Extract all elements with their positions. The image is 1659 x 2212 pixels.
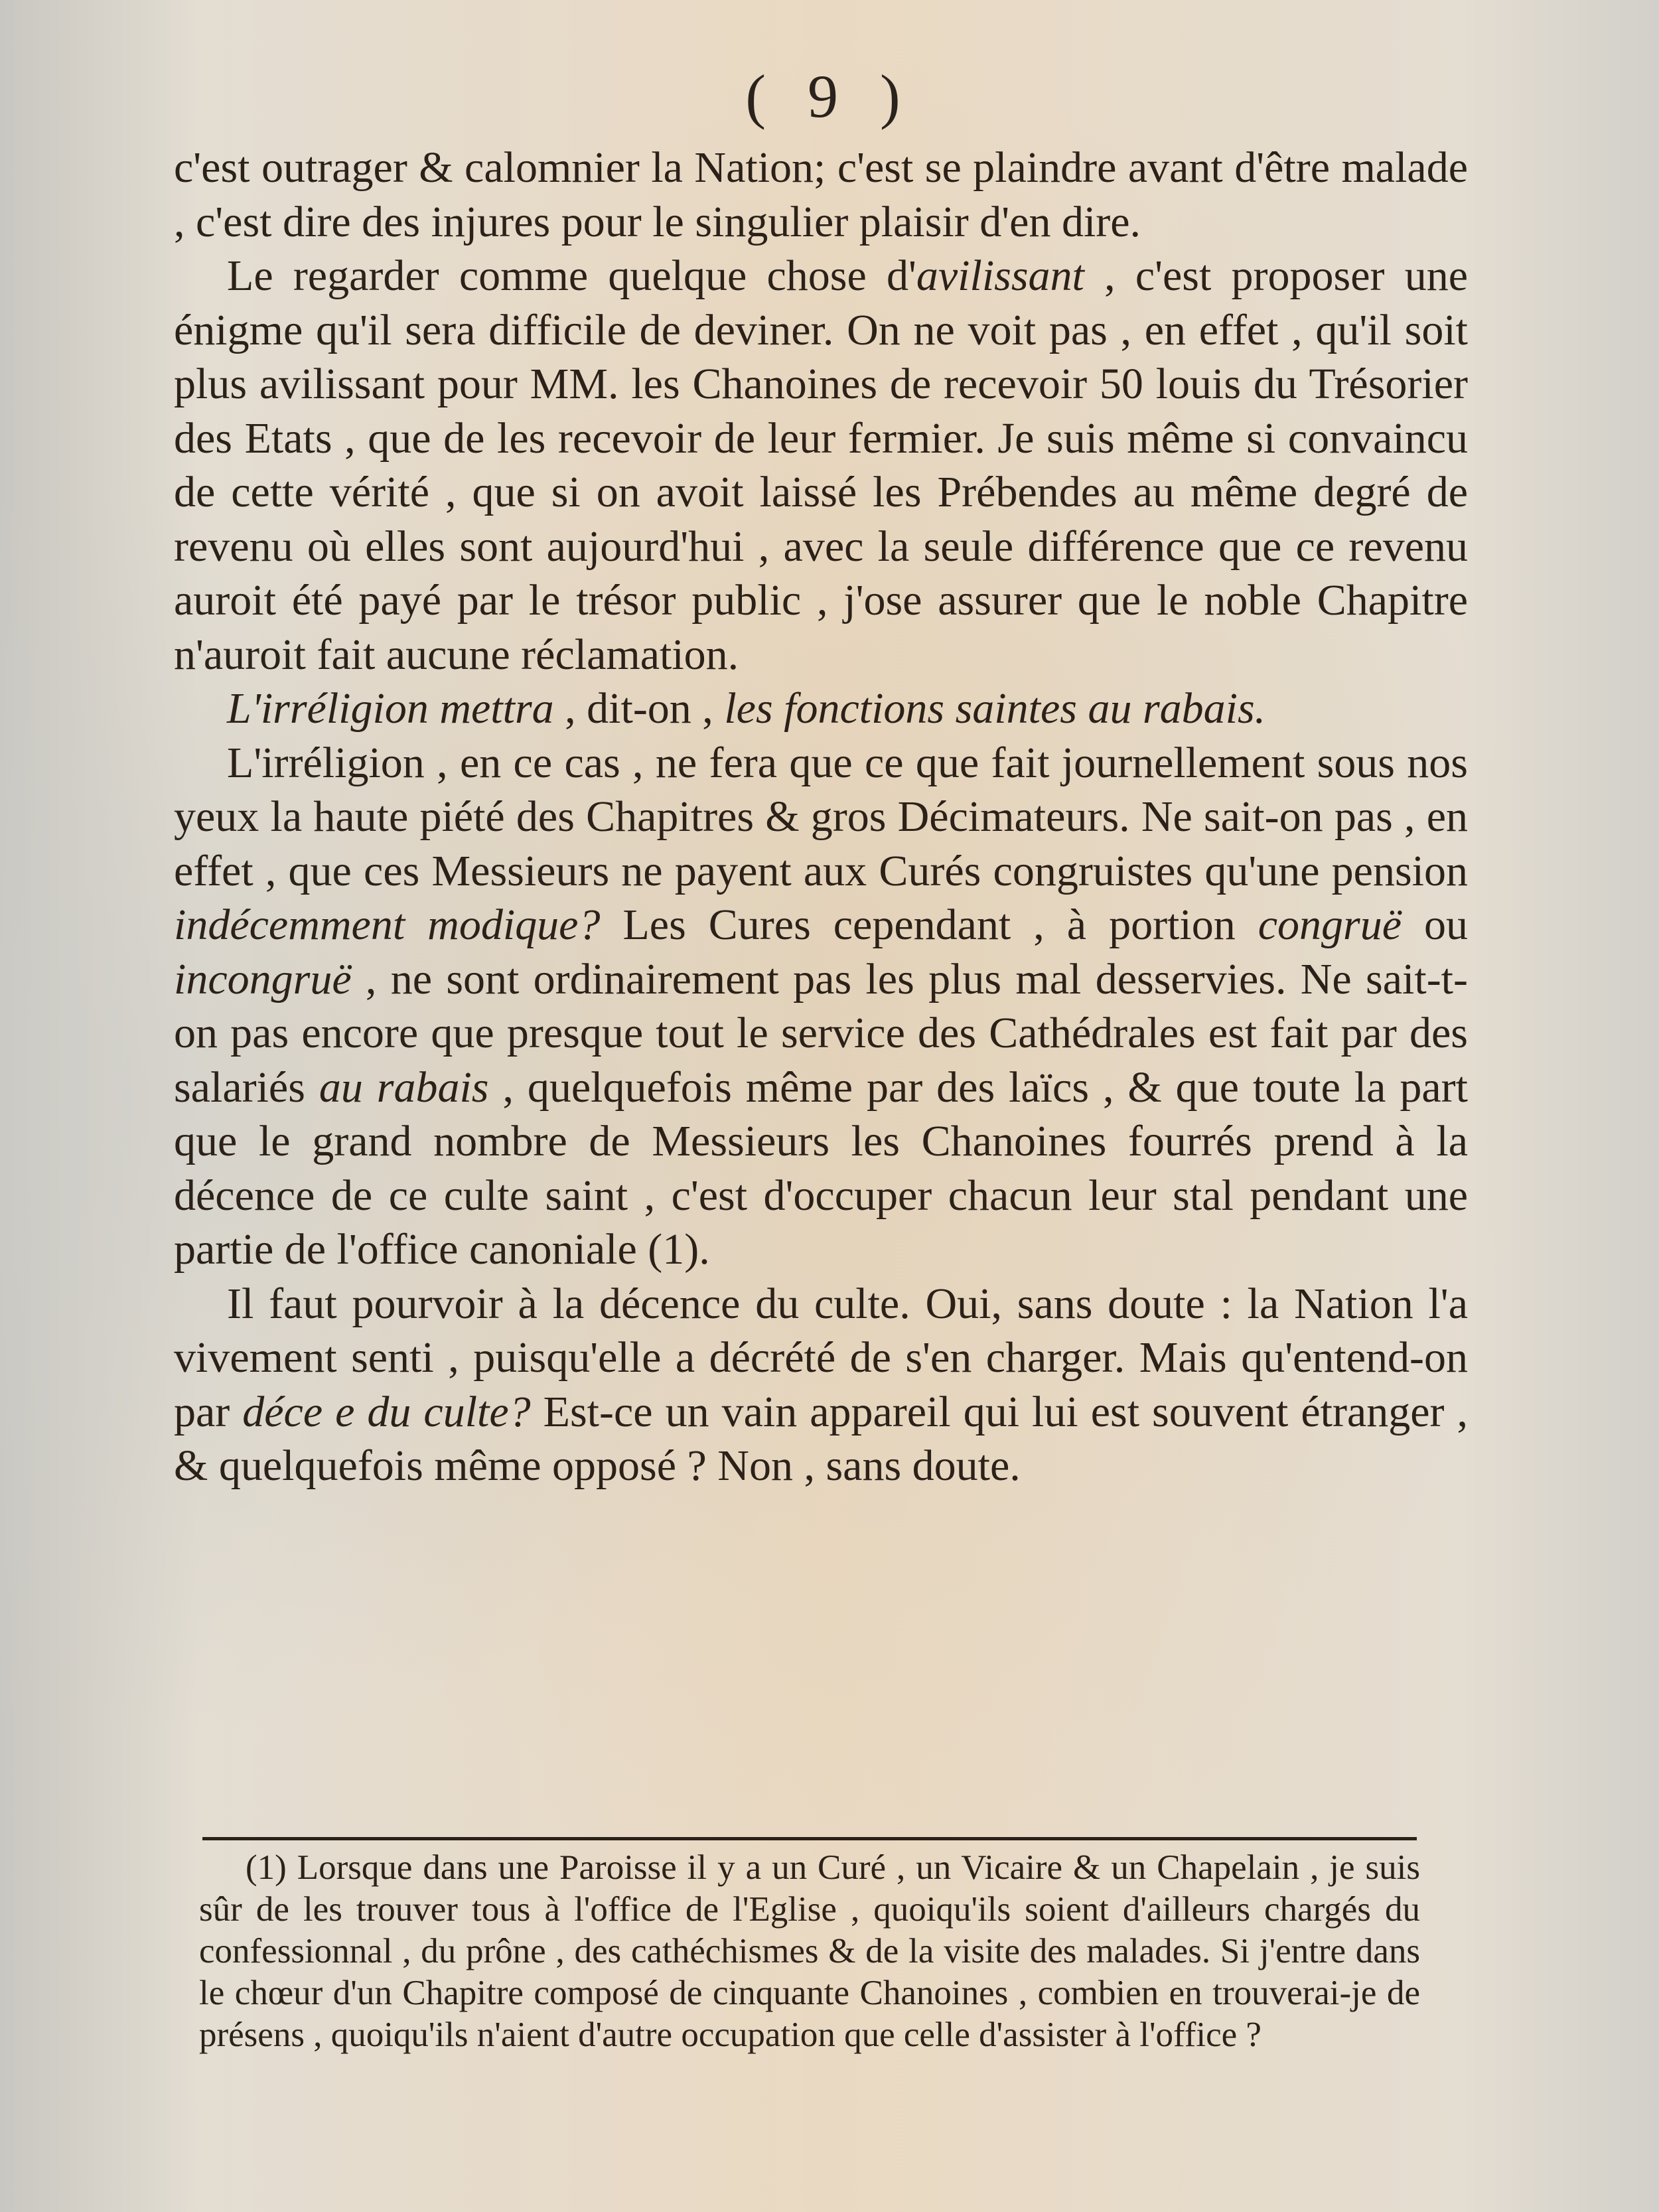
text-segment: , ne sont ordinairement pas les plus mal desservies. Ne sait-t-on pas encore que presque tout le service des Cathédrales est fait par des salariés (174, 954, 1468, 1112)
text-segment: Le regarder comme quelque chose d' (227, 252, 916, 300)
text-segment: , dit-on , (553, 684, 725, 733)
text-segment: c'est outrager & calomnier la Nation; c'est se plaindre avant d'être malade , c'est dire des injures pour le singulier plaisir d'en dire. (174, 143, 1468, 246)
text-segment: Il faut pourvoir à la décence du culte. Oui, sans doute : la Nation l'a vivement senti , puisqu'elle a décrété de s'en charger. Mais qu'entend-on par (174, 1279, 1468, 1436)
italic-text-segment: avilissant (916, 252, 1084, 300)
italic-text-segment: congruë (1258, 901, 1402, 949)
paragraph-4 (174, 736, 1468, 1277)
italic-text-segment: les fonctions saintes au rabais. (724, 684, 1266, 733)
main-text (174, 141, 1468, 1493)
text-segment: Est-ce un vain appareil qui lui est souvent étranger , & quelquefois même opposé ? Non , sans doute. (174, 1387, 1468, 1490)
text-segment: , quelquefois même par des laïcs , & que toute la part que le grand nombre de Messieurs les Chanoines fourrés prend à la décence de ce culte saint , c'est d'occuper chacun leur stal pendant une partie de l'office canoniale (1). (174, 1063, 1468, 1274)
text-segment: , c'est proposer une énigme qu'il sera difficile de deviner. On ne voit pas , en effet , qu'il soit plus avilissant pour MM. les Chanoines de recevoir 50 louis du Trésorier des Etats , que de les recevoir de leur fermier. Je suis même si convaincu de cette vérité , que si on avoit laissé les Prébendes au même degré de revenu où elles sont aujourd'hui , avec la seule différence que ce revenu auroit été payé par le trésor public , j'ose assurer que le noble Chapitre n'auroit fait aucune réclamation. (174, 252, 1468, 679)
paragraph-5 (174, 1277, 1468, 1493)
paragraph-3 (174, 682, 1468, 736)
paragraph-2 (174, 249, 1468, 682)
italic-text-segment: au rabais (319, 1063, 489, 1112)
italic-text-segment: incongruë (174, 954, 352, 1003)
page-number: ( 9 ) (745, 62, 914, 130)
footnote-separator-rule (202, 1837, 1417, 1840)
italic-text-segment: déce e du culte? (242, 1387, 531, 1436)
footnote: (1) Lorsque dans une Paroisse il y a un Curé , un Vicaire & un Chapelain , je suis sûr de les trouver tous à l'office de l'Eglise , quoiqu'ils soient d'ailleurs chargés du confessionnal , du prône , des cathéchismes & de la visite des malades. Si j'entre dans le chœur d'un Chapitre composé de cinquante Chanoines , combien en trouverai-je de présens , quoiqu'ils n'aient d'autre occupation que celle d'assister à l'office ? (199, 1848, 1420, 2054)
text-segment: L'irréligion , en ce cas , ne fera que ce que fait journellement sous nos yeux la haute piété des Chapitres & gros Décimateurs. Ne sait-on pas , en effet , que ces Messieurs ne payent aux Curés congruistes qu'une pension (174, 738, 1468, 895)
text-segment: ou (1402, 901, 1468, 949)
italic-text-segment: L'irréligion mettra (227, 684, 554, 733)
text-segment: Les Cures cependant , à portion (600, 901, 1258, 949)
italic-text-segment: indécemment modique? (174, 901, 601, 949)
paragraph-1 (174, 141, 1468, 249)
